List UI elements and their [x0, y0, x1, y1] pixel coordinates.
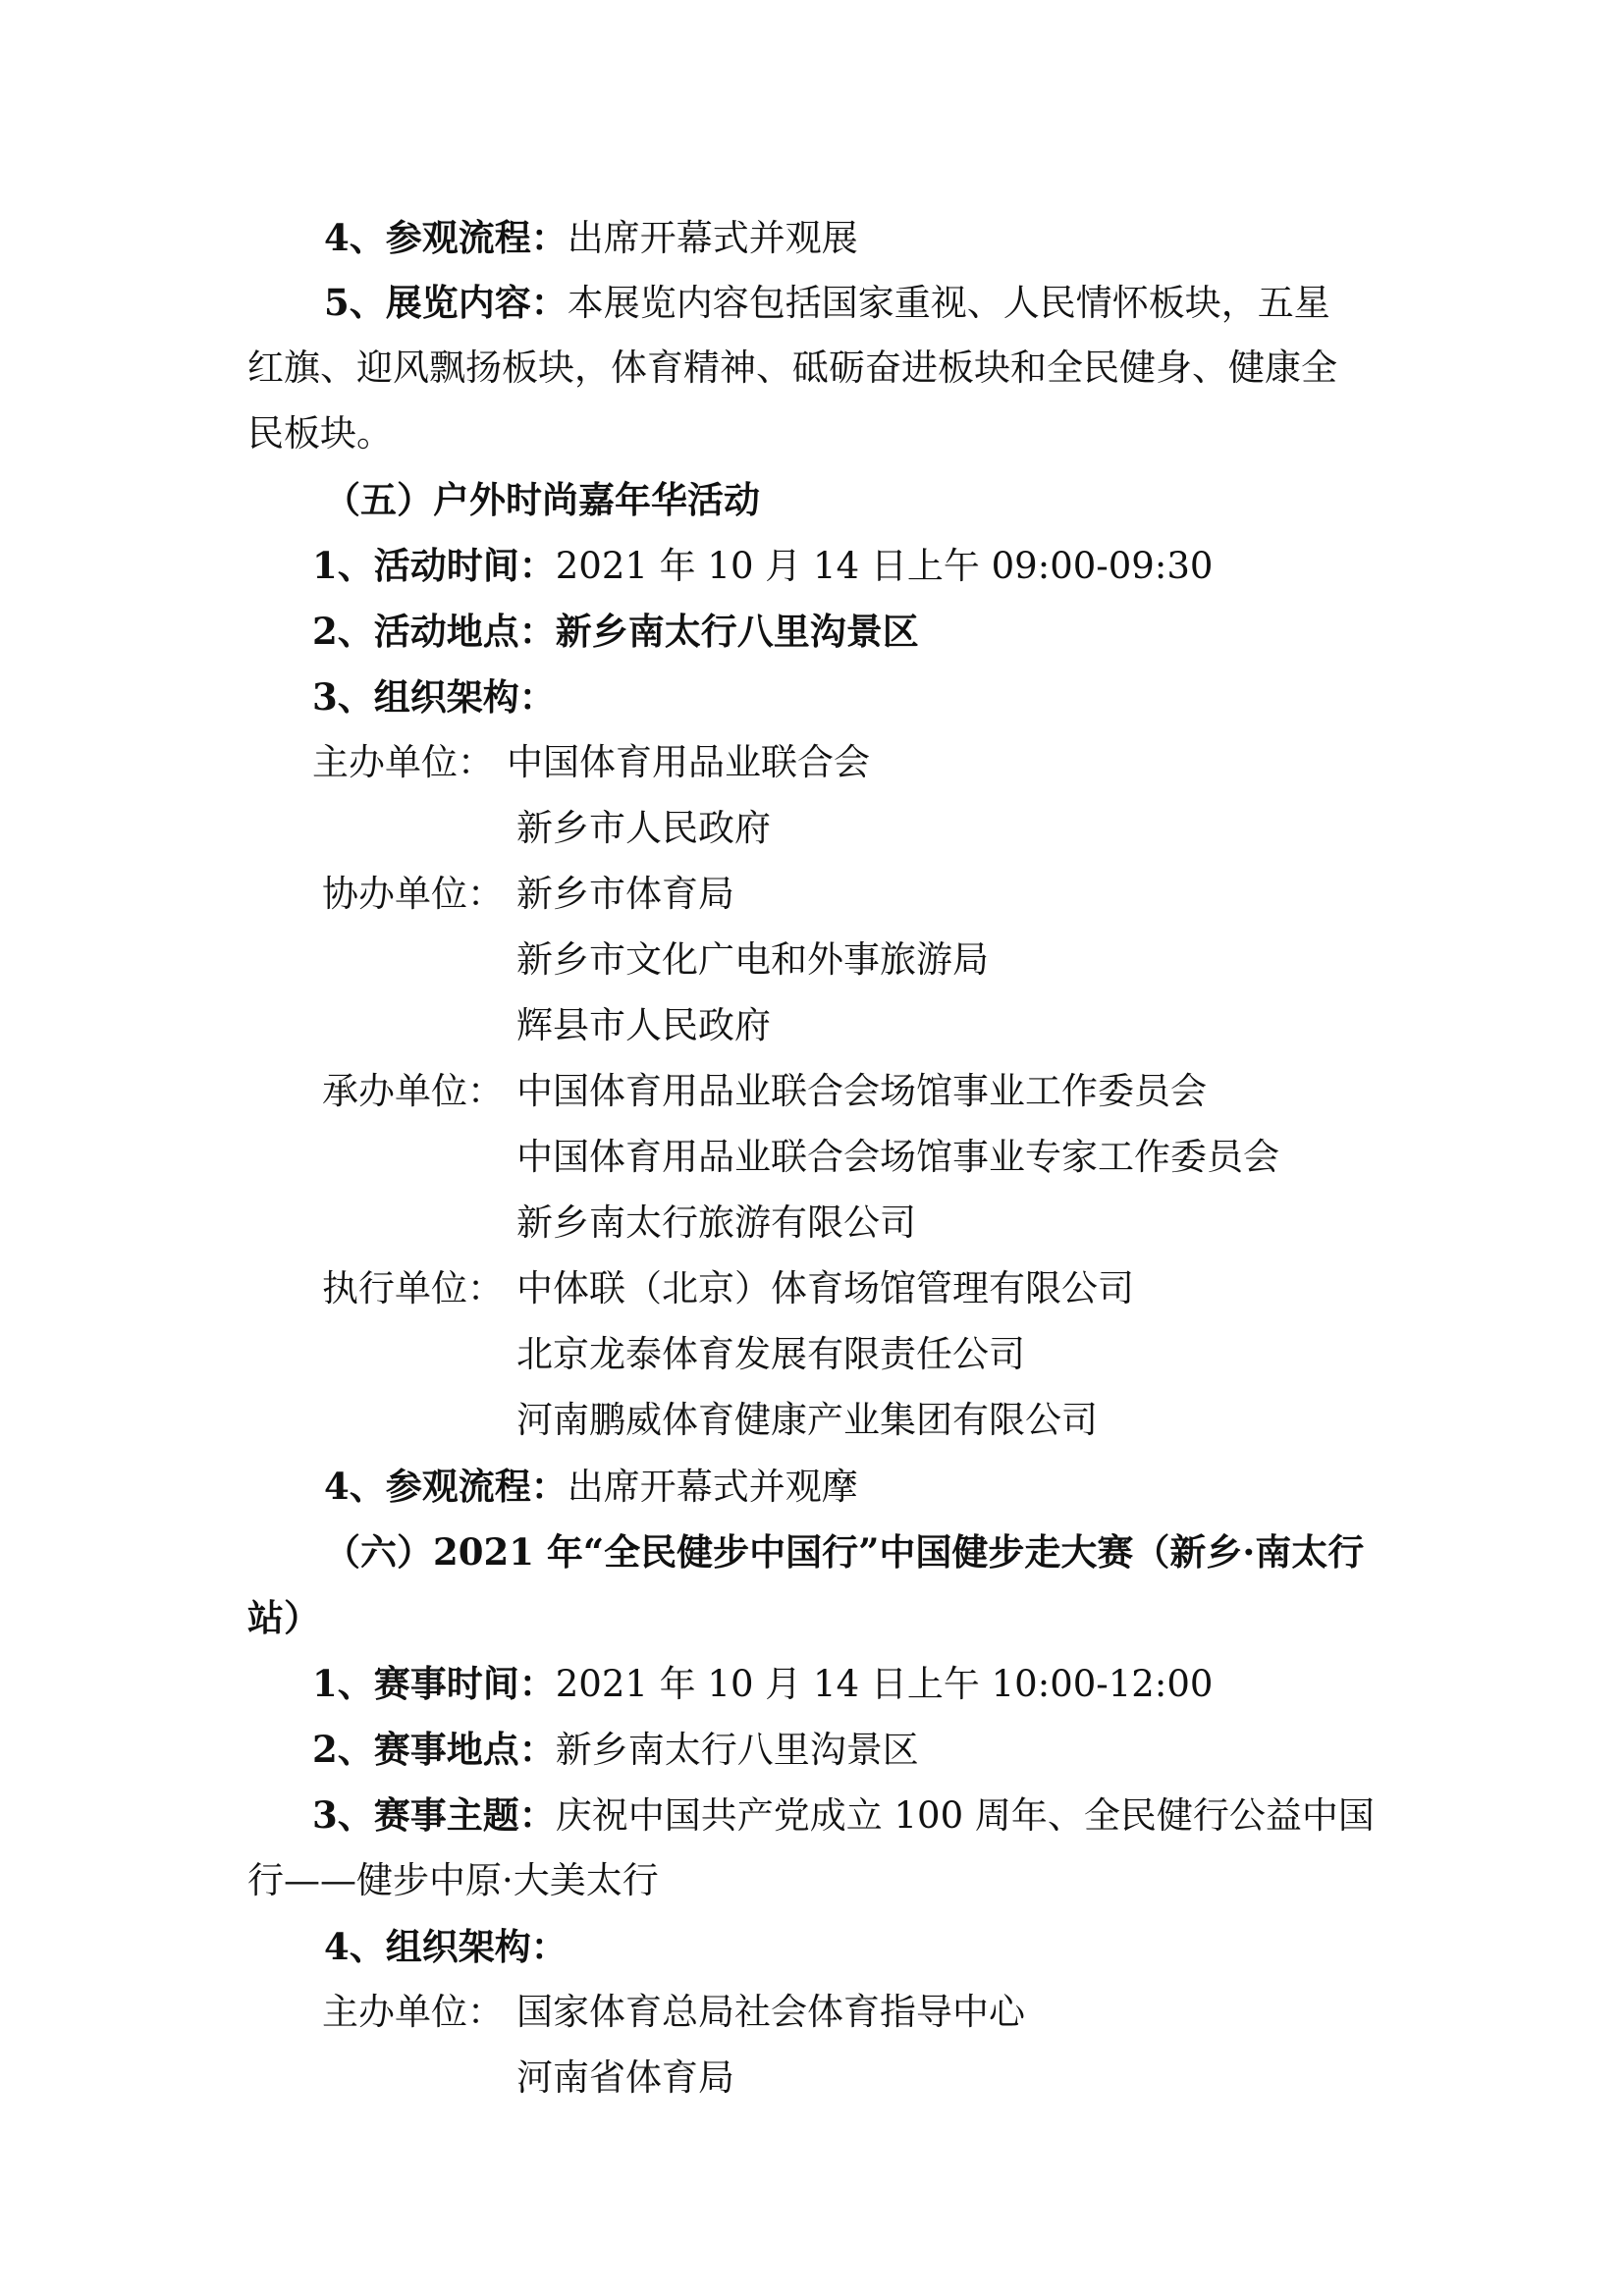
s5-under-item: 中国体育用品业联合会场馆事业专家工作委员会: [516, 1136, 1279, 1178]
s5-co-item: 辉县市人民政府: [516, 1004, 771, 1046]
s5-host-label: 主办单位：: [312, 741, 494, 783]
s6-host-label: 主办单位：: [322, 1991, 504, 2033]
s6-place-value: 新乡南太行八里沟景区: [555, 1729, 919, 1771]
s5-place-value: 新乡南太行八里沟景区: [555, 610, 919, 653]
s6-place-label: 2、赛事地点：: [312, 1728, 556, 1771]
s5-exec-label: 执行单位：: [322, 1267, 504, 1309]
visit-flow-label: 4、参观流程：: [324, 216, 568, 259]
s5-time-label: 1、活动时间：: [312, 544, 556, 587]
s5-flow-label: 4、参观流程：: [324, 1465, 568, 1508]
section-5-heading: （五）户外时尚嘉年华活动: [324, 478, 760, 521]
exhibit-content-line-2: 红旗、迎风飘扬板块，体育精神、砥砺奋进板块和全民健身、健康全: [247, 347, 1337, 389]
s5-place-label: 2、活动地点：: [312, 610, 556, 653]
s6-time-value: 2021 年 10 月 14 日上午 10:00-12:00: [555, 1663, 1214, 1705]
s5-flow-line: [324, 1463, 858, 1511]
s5-co-item: 新乡市文化广电和外事旅游局: [516, 938, 989, 981]
s5-exec-item: 北京龙泰体育发展有限责任公司: [516, 1333, 1025, 1375]
visit-flow-line: [324, 214, 858, 262]
exhibit-content-label: 5、展览内容：: [324, 281, 568, 324]
s5-flow-value: 出席开幕式并观摩: [567, 1466, 858, 1508]
s5-time-line: [312, 542, 1213, 590]
s6-theme-text-1: 庆祝中国共产党成立 100 周年、全民健行公益中国: [555, 1794, 1375, 1837]
s6-theme-line-1: [312, 1791, 1375, 1840]
s6-time-line: [312, 1660, 1213, 1708]
s6-org-label: 4、组织架构：: [324, 1925, 568, 1968]
exhibit-content-line-3: 民板块。: [247, 412, 393, 454]
s6-theme-line-2: 行——健步中原·大美太行: [247, 1859, 659, 1901]
s6-time-label: 1、赛事时间：: [312, 1662, 556, 1705]
s6-theme-label: 3、赛事主题：: [312, 1793, 556, 1837]
section-6-heading-line-2: 站）: [247, 1596, 320, 1639]
s5-co-item: 新乡市体育局: [516, 873, 734, 915]
section-6-heading-line-1: （六）2021 年“全民健步中国行”中国健步走大赛（新乡·南太行: [324, 1530, 1365, 1574]
s5-co-label: 协办单位：: [322, 873, 504, 915]
s5-host-item: 中国体育用品业联合会: [507, 741, 870, 783]
exhibit-content-line-1: [324, 279, 1330, 327]
s5-org-label: 3、组织架构：: [312, 675, 556, 719]
s5-exec-item: 中体联（北京）体育场馆管理有限公司: [516, 1267, 1134, 1309]
visit-flow-value: 出席开幕式并观展: [567, 217, 858, 259]
s6-host-item: 国家体育总局社会体育指导中心: [516, 1991, 1025, 2033]
s5-under-label: 承办单位：: [322, 1070, 504, 1112]
s5-host-item: 新乡市人民政府: [516, 807, 771, 849]
exhibit-content-text-1: 本展览内容包括国家重视、人民情怀板块，五星: [567, 282, 1330, 324]
s5-place-line: [312, 608, 919, 656]
s5-exec-item: 河南鹏威体育健康产业集团有限公司: [516, 1399, 1098, 1441]
s5-under-item: 新乡南太行旅游有限公司: [516, 1201, 916, 1244]
s5-time-value: 2021 年 10 月 14 日上午 09:00-09:30: [555, 545, 1214, 587]
s6-host-item: 河南省体育局: [516, 2056, 734, 2099]
s5-under-item: 中国体育用品业联合会场馆事业工作委员会: [516, 1070, 1207, 1112]
s6-place-line: [312, 1726, 919, 1774]
